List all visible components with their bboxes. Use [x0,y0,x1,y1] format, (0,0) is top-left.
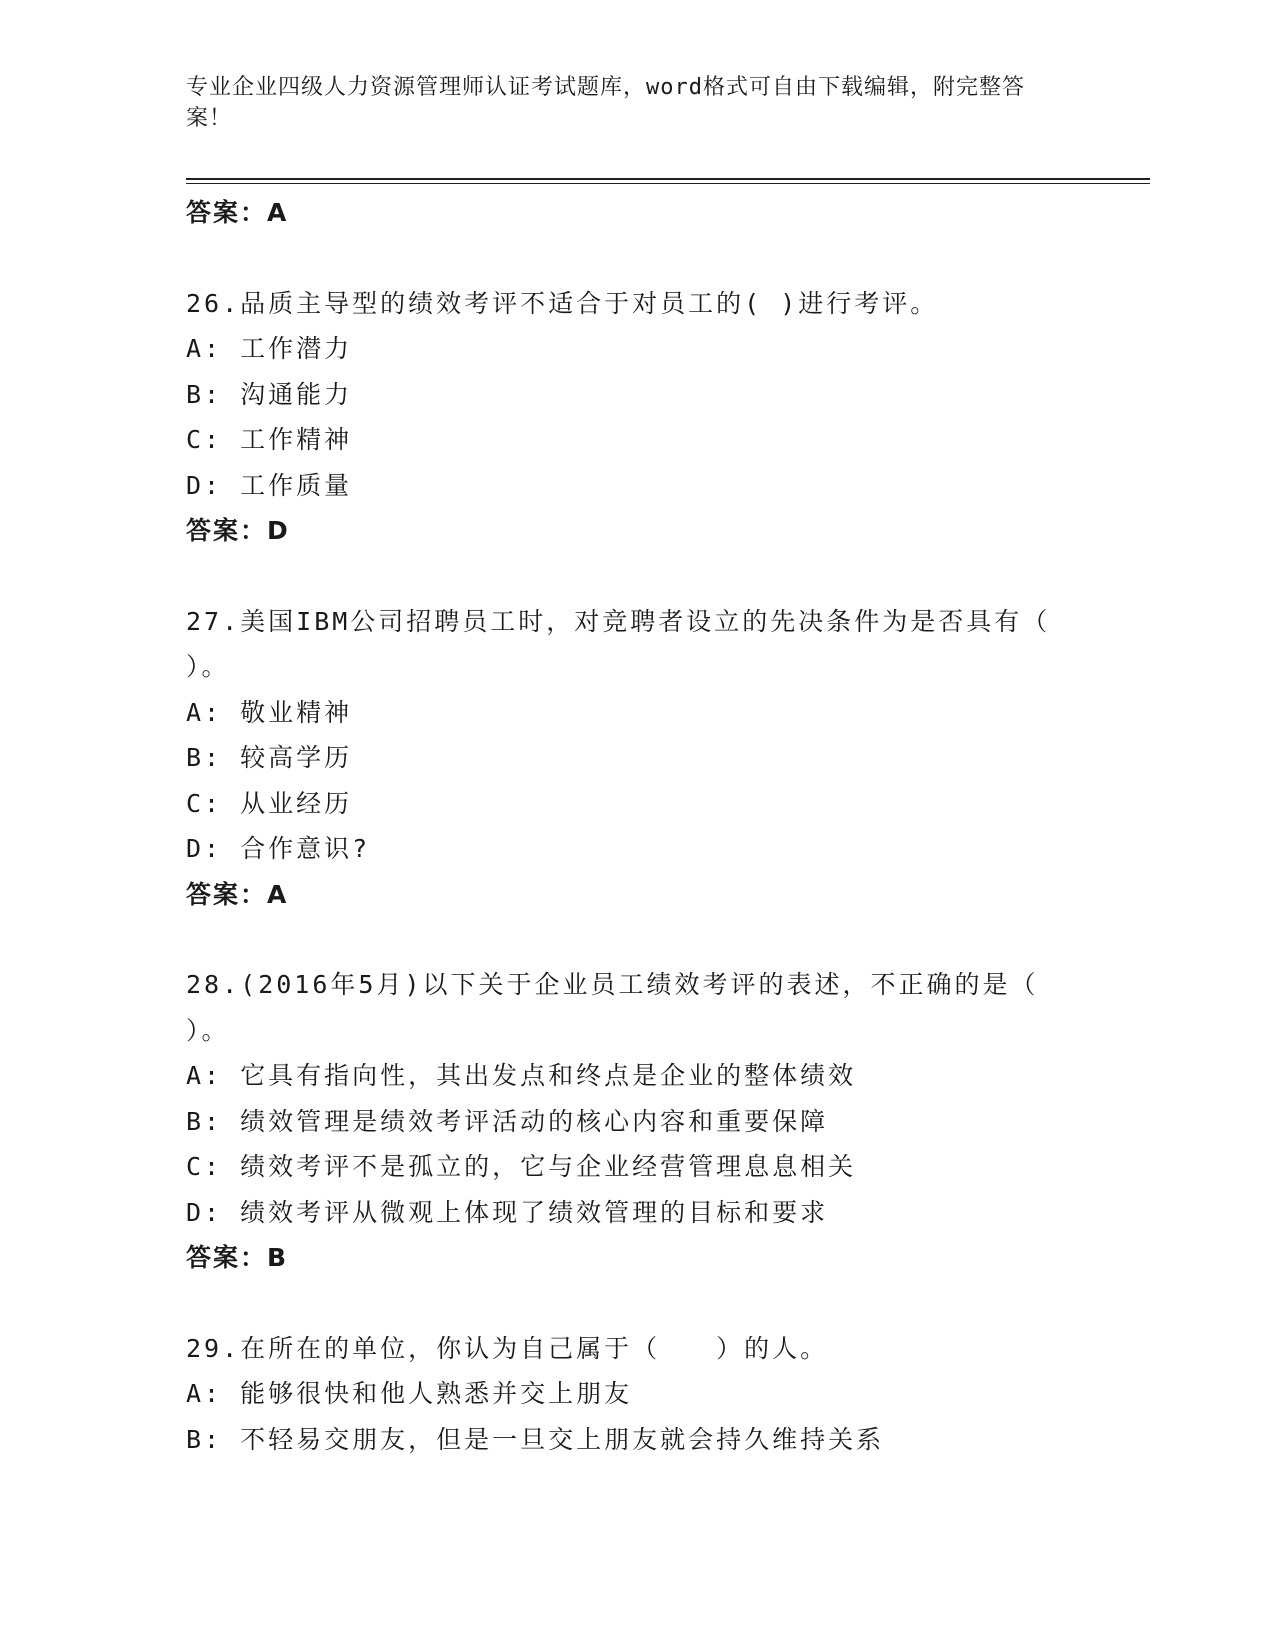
question-answer: 答案：A [186,879,289,909]
document-header: 专业企业四级人力资源管理师认证考试题库，word格式可自由下载编辑，附完整答案！ [186,75,1025,131]
option-a: A: 敬业精神 [186,697,353,727]
question-stem: 27.美国IBM公司招聘员工时，对竞聘者设立的先决条件为是否具有（ [186,606,1051,636]
header-divider-thin [186,183,1150,184]
question-stem-continued: ）。 [186,652,230,681]
spacer [186,917,1086,962]
header-divider-thick [186,178,1150,180]
question-27 [186,599,1086,918]
option-d: D: 合作意识? [186,834,371,863]
question-stem: 29.在所在的单位，你认为自己属于（ ）的人。 [186,1333,829,1363]
question-29 [186,1326,1086,1463]
option-b: B: 绩效管理是绩效考评活动的核心内容和重要保障 [186,1106,829,1136]
spacer [186,554,1086,599]
option-c: C: 工作精神 [186,425,353,454]
previous-answer: 答案：A [186,198,289,227]
option-b: B: 不轻易交朋友，但是一旦交上朋友就会持久维持关系 [186,1424,885,1454]
question-28 [186,962,1086,1281]
option-b: B: 沟通能力 [186,379,353,409]
option-b: B: 较高学历 [186,743,353,772]
question-answer: 答案：B [186,1243,289,1272]
question-stem: 26.品质主导型的绩效考评不适合于对员工的( )进行考评。 [186,288,939,318]
question-stem: 28.(2016年5月)以下关于企业员工绩效考评的表述，不正确的是（ [186,970,1039,999]
option-c: C: 绩效考评不是孤立的，它与企业经营管理息息相关 [186,1152,857,1181]
option-a: A: 工作潜力 [186,334,353,363]
question-stem-continued: ）。 [186,1015,230,1045]
option-a: A: 它具有指向性，其出发点和终点是企业的整体绩效 [186,1061,857,1090]
question-answer: 答案：D [186,516,290,545]
question-list [186,190,1086,1462]
option-c: C: 从业经历 [186,788,353,818]
spacer [186,1281,1086,1326]
option-d: D: 绩效考评从微观上体现了绩效管理的目标和要求 [186,1197,829,1227]
option-a: A: 能够很快和他人熟悉并交上朋友 [186,1379,633,1408]
option-d: D: 工作质量 [186,470,353,500]
question-26 [186,281,1086,554]
spacer [186,236,1086,281]
